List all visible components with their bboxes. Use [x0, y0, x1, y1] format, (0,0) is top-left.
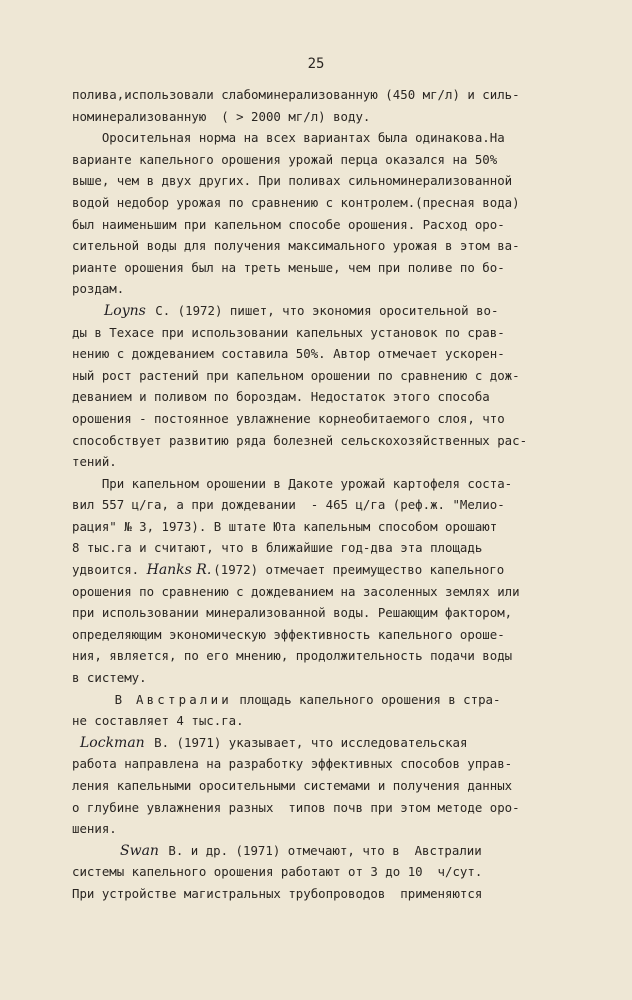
text-line: определяющим экономическую эффективность капельного ороше- [72, 626, 505, 642]
text-line: тений. [72, 454, 117, 470]
text-line [72, 300, 572, 322]
text-line [72, 840, 572, 862]
text-line: варианте капельного орошения урожай перца оказался на 50% [72, 151, 498, 167]
line-text: (1972) отмечает преимущество капельного [213, 562, 505, 578]
text-line: орошения - постоянное увлажнение корнеобитаемого слоя, что [72, 410, 505, 426]
text-line: системы капельного орошения работают от 3 до 10 ч/сут. [72, 864, 483, 880]
text-line: При устройстве магистральных трубопроводов применяются [72, 885, 483, 901]
text-line: нению с дождеванием составила 50%. Автор отмечает ускорен- [72, 346, 505, 362]
text-line: при использовании минерализованной воды. Решающим фактором, [72, 605, 513, 621]
text-line: не составляет 4 тыс.га. [72, 713, 244, 729]
text-line: способствует развитию ряда болезней сельскохозяйственных рас- [72, 432, 528, 448]
text-line: водой недобор урожая по сравнению с контролем.(пресная вода) [72, 194, 520, 210]
handwritten-author-name: Swan [120, 842, 159, 859]
text-line: Оросительная норма на всех вариантах была одинакова.На [72, 130, 505, 146]
text-line: деванием и поливом по бороздам. Недостаток этого способа [72, 389, 490, 405]
text-line: работа направлена на разработку эффективных способов управ- [72, 756, 513, 772]
text-line: вил 557 ц/га, а при дождевании - 465 ц/га (реф.ж. "Мелио- [72, 497, 505, 513]
page-number: 25 [307, 56, 325, 72]
line-text: площадь капельного орошения в стра- [231, 691, 501, 707]
text-line: был наименьшим при капельном способе орошения. Расход оро- [72, 216, 505, 232]
text-line: рация" № 3, 1973). В штате Юта капельным способом орошают [72, 518, 498, 534]
text-line [72, 689, 572, 711]
text-line: шения. [72, 821, 117, 837]
text-line [72, 559, 572, 581]
text-line [72, 732, 572, 754]
text-line: ды в Техасе при использовании капельных установок по срав- [72, 324, 505, 340]
text-line: полива,использовали слабоминерализованную (450 мг/л) и силь- [72, 87, 520, 102]
text-line: сительной воды для получения максимального урожая в этом ва- [72, 238, 520, 254]
text-line: роздам. [72, 281, 125, 297]
text-line: о глубине увлажнения разных типов почв при этом методе оро- [72, 799, 520, 815]
line-text: B. и др. (1971) отмечают, что в Австралии [160, 842, 482, 858]
text-line: ления капельными оросительными системами и получения данных [72, 778, 513, 793]
handwritten-author-name: Hanks R. [146, 562, 212, 579]
spaced-text: В Австралии [72, 691, 232, 707]
handwritten-author-name: Lockman [80, 734, 145, 751]
line-text: С. (1972) пишет, что экономия оросительной во- [147, 302, 499, 318]
text-line: выше, чем в двух других. При поливах сильноминерализованной [72, 173, 513, 189]
line-text-prefix: удвоится. [72, 562, 147, 578]
handwritten-author-name: Loyns [104, 302, 146, 319]
text-line: в систему. [72, 670, 147, 686]
text-line: номинерализованную ( > 2000 мг/л) воду. [72, 108, 371, 124]
text-line: орошения по сравнению с дождеванием на засоленных землях или [72, 583, 520, 599]
line-text: B. (1971) указывает, что исследовательская [146, 734, 468, 750]
text-line: рианте орошения был на треть меньше, чем при поливе по бо- [72, 259, 505, 275]
text-line: ния, является, по его мнению, продолжительность подачи воды [72, 648, 513, 664]
text-line: При капельном орошении в Дакоте урожай картофеля соста- [72, 475, 513, 491]
text-line: ный рост растений при капельном орошении по сравнению с дож- [72, 367, 520, 383]
text-line: 8 тыс.га и считают, что в ближайшие год-два эта площадь [72, 540, 483, 556]
body-text [72, 84, 572, 905]
